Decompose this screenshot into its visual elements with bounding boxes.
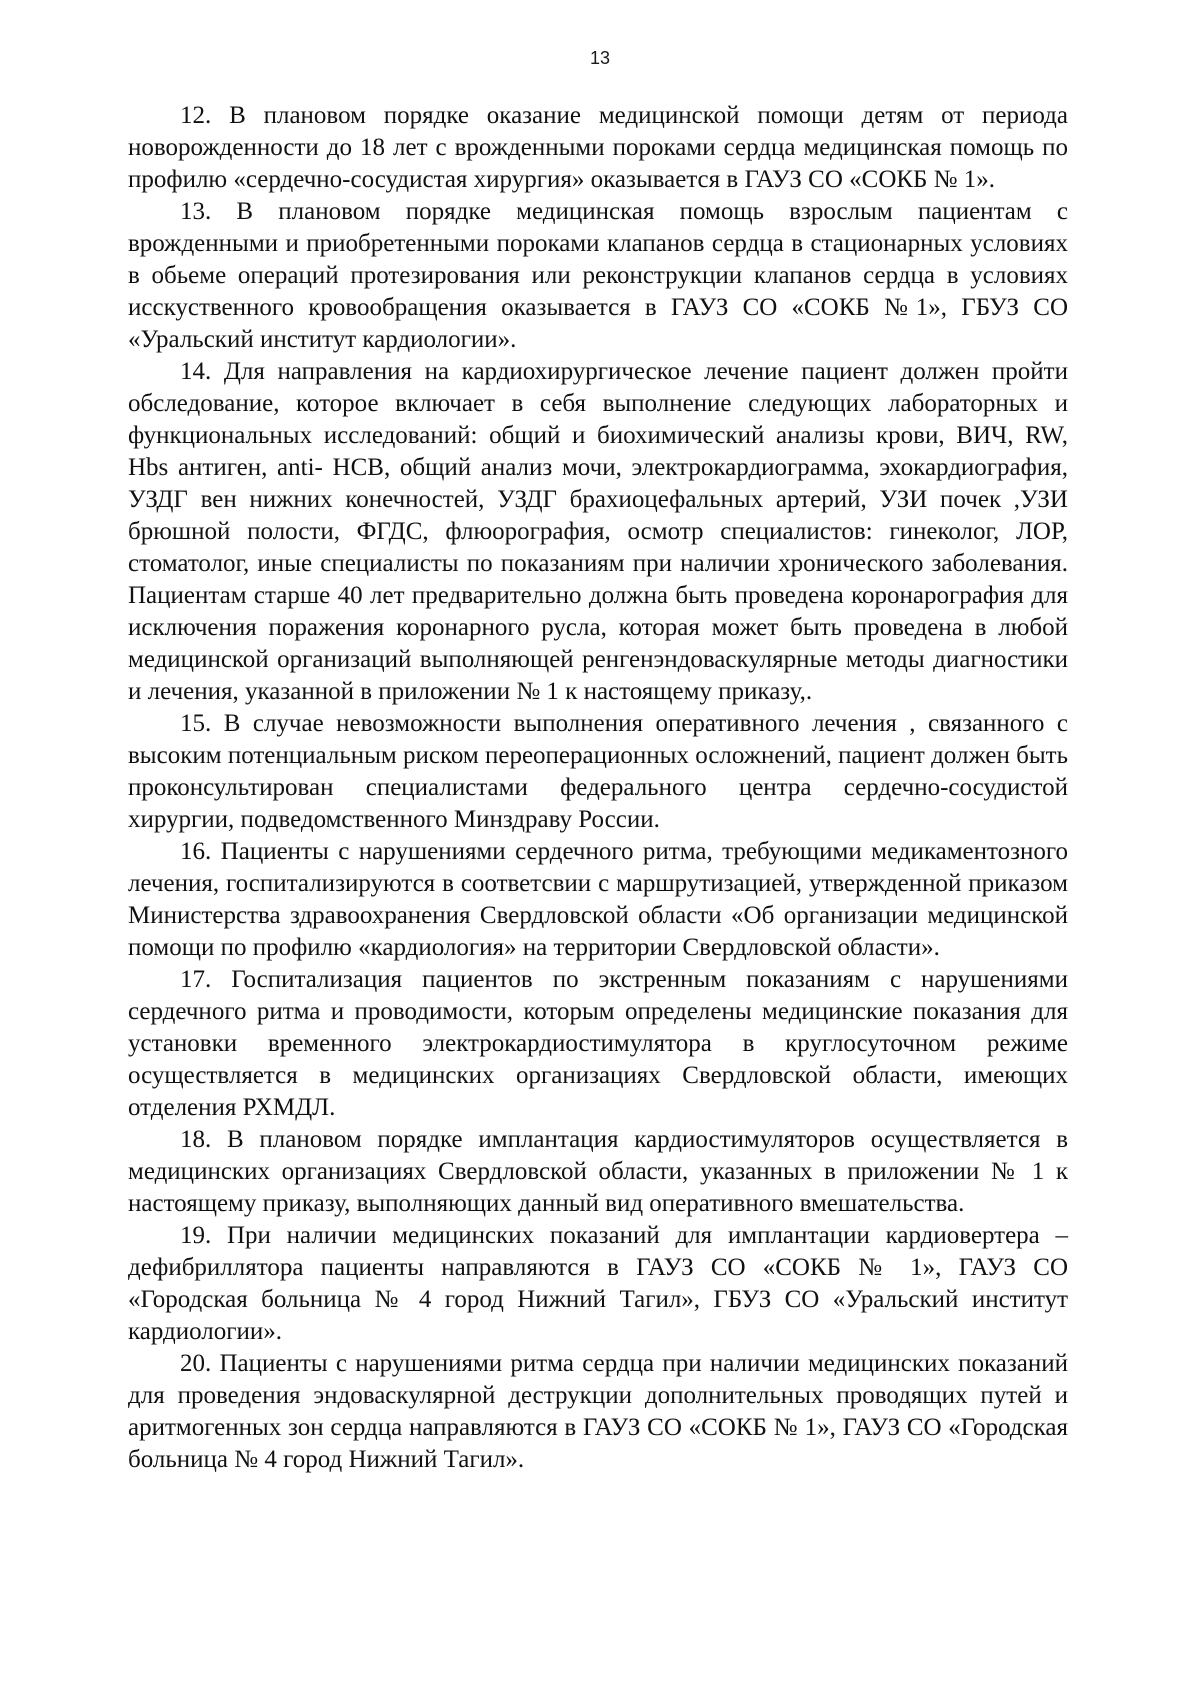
paragraph-20: 20. Пациенты с нарушениями ритма сердца при наличии медицинских показаний для проведения эндоваскулярной деструкции дополнительных проводящих путей и аритмогенных зон сердца направляются в ГАУЗ СО «СОКБ № 1», ГАУЗ СО «Городская больница № 4 город Нижний Тагил». [128, 1350, 1068, 1473]
paragraph-12: 12. В плановом порядке оказание медицинской помощи детям от периода новорожденности до 18 лет с врожденными пороками сердца медицинская помощь по профилю «сердечно-сосудистая хирургия» оказывается в ГАУЗ СО «СОКБ № 1». [128, 102, 1068, 193]
document-body [128, 100, 1068, 1476]
paragraph-17: 17. Госпитализация пациентов по экстренным показаниям с нарушениями сердечного ритма и проводимости, которым определены медицинские показания для установки временного электрокардиостимулятора в круглосуточном режиме осуществляется в медицинских организациях Свердловской области, имеющих отделения РХМДЛ. [128, 966, 1068, 1121]
page-number: 13 [589, 48, 611, 68]
paragraph-14: 14. Для направления на кардиохирургическое лечение пациент должен пройти обследование, которое включает в себя выполнение следующих лабораторных и функциональных исследований: общий и биохимический анализы крови, ВИЧ, RW, Hbs антиген, anti- HCB, общий анализ мочи, электрокардиограмма, эхокардиография, УЗДГ вен нижних конечностей, УЗДГ брахиоцефальных артерий, УЗИ почек ,УЗИ брюшной полости, ФГДС, флюорография, осмотр специалистов: гинеколог, ЛОР, стоматолог, иные специалисты по показаниям при наличии хронического заболевания. Пациентам старше 40 лет предварительно должна быть проведена коронарография для исключения поражения коронарного русла, которая может быть проведена в любой медицинской организаций выполняющей ренгенэндоваскулярные методы диагностики и лечения, указанной в приложении № 1 к настоящему приказу,. [128, 358, 1068, 705]
paragraph-13: 13. В плановом порядке медицинская помощь взрослым пациентам с врожденными и приобретенными пороками клапанов сердца в стационарных условиях в обьеме операций протезирования или реконструкции клапанов сердца в условиях исскуственного кровообращения оказывается в ГАУЗ СО «СОКБ №1», ГБУЗ СО «Уральский институт кардиологии». [128, 198, 1068, 353]
paragraph-15: 15. В случае невозможности выполнения оперативного лечения , связанного с высоким потенциальным риском переоперационных осложнений, пациент должен быть проконсультирован специалистами федерального центра сердечно-сосудистой хирургии, подведомственного Минздраву России. [128, 710, 1068, 833]
paragraph-16: 16. Пациенты с нарушениями сердечного ритма, требующими медикаментозного лечения, госпитализируются в соответсвии с маршрутизацией, утвержденной приказом Министерства здравоохранения Свердловской области «Об организации медицинской помощи по профилю «кардиология» на территории Свердловской области». [128, 838, 1068, 961]
paragraph-19: 19. При наличии медицинских показаний для имплантации кардиовертера – дефибриллятора пациенты направляются в ГАУЗ СО «СОКБ № 1», ГАУЗ СО «Городская больница № 4 город Нижний Тагил», ГБУЗ СО «Уральский институт кардиологии». [128, 1222, 1068, 1345]
paragraph-18: 18. В плановом порядке имплантация кардиостимуляторов осуществляется в медицинских организациях Свердловской области, указанных в приложении № 1 к настоящему приказу, выполняющих данный вид оперативного вмешательства. [128, 1126, 1068, 1217]
